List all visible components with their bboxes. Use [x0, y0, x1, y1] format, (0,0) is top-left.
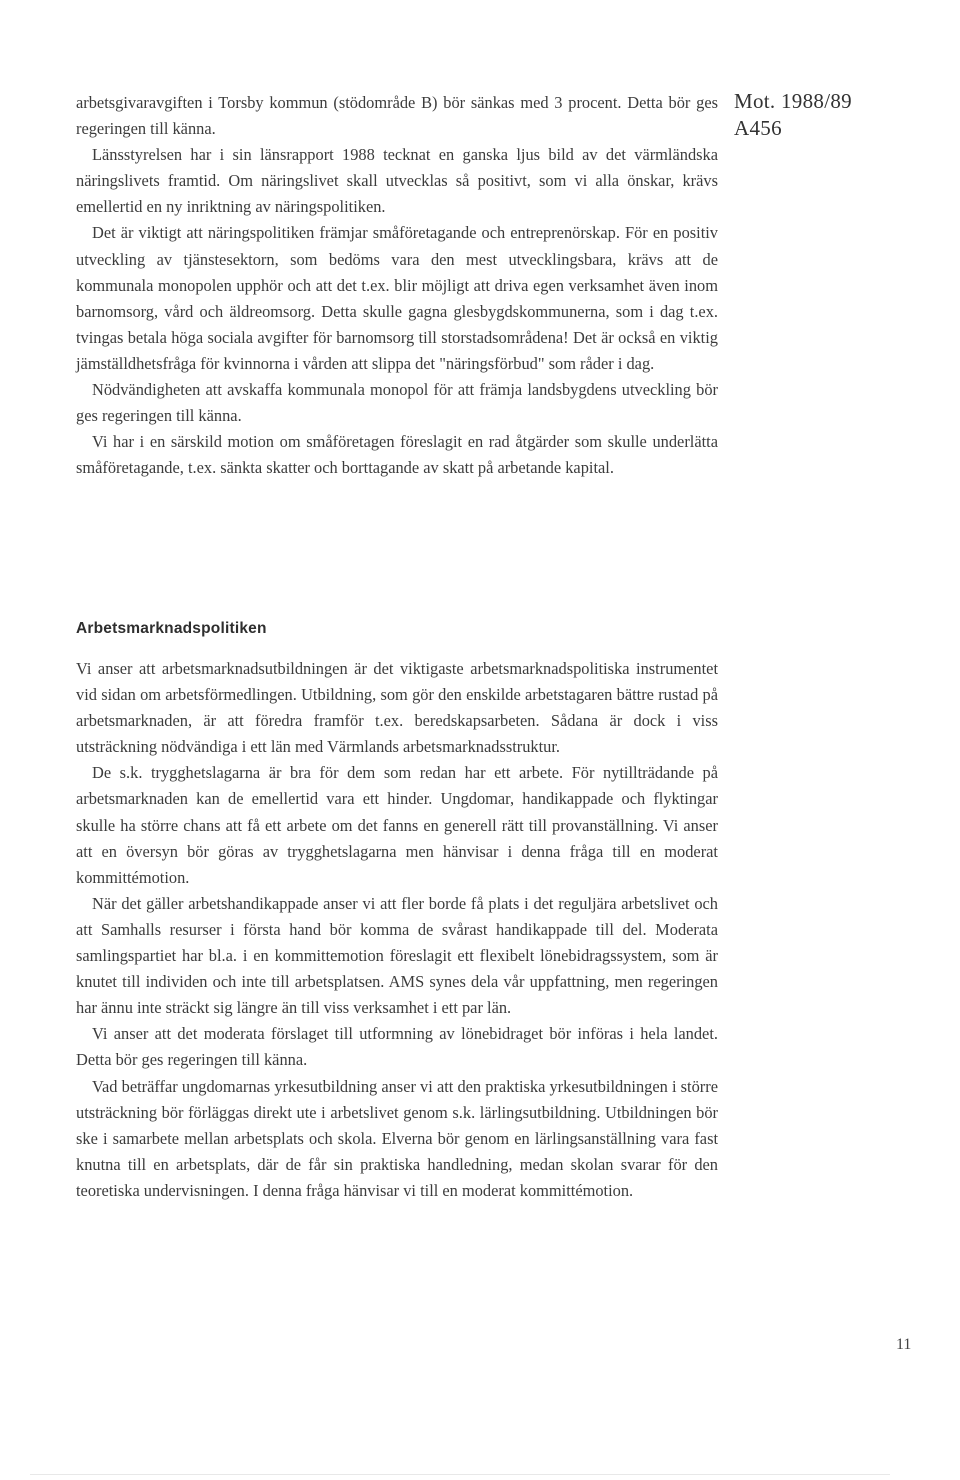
paragraph: Vi anser att arbetsmarknadsutbildningen är det viktigaste arbetsmarknadspolitiska instrumentet vid sidan om arbetsförmedlingen. Utbildning, som gör den enskilde arbetstagaren bättre rustad på arbetsmarknaden, är att föredra framför t.ex. beredskapsarbeten. Sådana är dock i viss utsträckning nödvändiga i ett län med Värmlands arbetsmarknadsstruktur. [76, 659, 718, 757]
section-heading: Arbetsmarknadspolitiken [76, 620, 267, 637]
motion-number: Mot. 1988/89 [734, 89, 852, 113]
paragraph: Vi har i en särskild motion om småföretagen föreslagit en rad åtgärder som skulle underlätta småföretagande, t.ex. sänkta skatter och borttagande av skatt på arbetande kapital. [76, 432, 718, 478]
body-text-top [76, 90, 718, 481]
paragraph: Vi anser att det moderata förslaget till utformning av lönebidraget bör införas i hela landet. Detta bör ges regeringen till känna. [76, 1024, 718, 1070]
body-text-section [76, 656, 718, 1204]
motion-reference [734, 88, 914, 142]
paragraph: När det gäller arbetshandikappade anser vi att fler borde få plats i det reguljära arbetslivet och att Samhalls resurser i första hand bör komma de svårast handikappade till del. Moderata samlingspartiet har bl.a. i en kommittemotion föreslagit ett flexibelt lönebidragssystem, som är knutet till individen och inte till arbetsplatsen. AMS synes dela vår uppfattning, men regeringen har ännu inte sträckt sig längre än till viss verksamhet i ett par län. [76, 893, 718, 1018]
motion-code: A456 [734, 116, 782, 140]
paragraph: Det är viktigt att näringspolitiken främjar småföretagande och entreprenörskap. För en positiv utveckling av tjänstesektorn, som bedöms vara den mest utvecklingsbara, krävs att de kommunala monopolen upphör och att det t.ex. blir möjligt att driva egen verksamhet även inom barnomsorg, vård och äldreomsorg. Detta skulle gagna glesbygdskommunerna, som i dag t.ex. tvingas betala höga sociala avgifter för barnomsorg till storstadsområdena! Det är också en viktig jämställdhetsfråga för kvinnorna i vården att slippa det "näringsförbud" som råder i dag. [76, 223, 718, 373]
paragraph: Vad beträffar ungdomarnas yrkesutbildning anser vi att den praktiska yrkesutbildningen i större utsträckning bör förläggas direkt ute i arbetslivet genom s.k. lärlingsutbildning. Utbildningen bör ske i samarbete mellan arbetsplats och skola. Elverna bör genom en lärlingsanställning vara fast knutna till en arbetsplats, där de får sin praktiska handledning, medan skolan svarar för den teoretiska undervisningen. I denna fråga hänvisar vi till en moderat kommittémotion. [76, 1076, 718, 1200]
scan-edge-line [30, 1474, 890, 1475]
paragraph: De s.k. trygghetslagarna är bra för dem som redan har ett arbete. För nytillträdande på arbetsmarknaden kan de emellertid vara ett hinder. Ungdomar, handikappade och flyktingar skulle ha större chans att få ett arbete om det fanns en generell rätt till provanställning. Vi anser att en översyn bör göras av trygghetslagarna men hänvisar i denna fråga till en moderat kommittémotion. [76, 763, 718, 887]
paragraph: Länsstyrelsen har i sin länsrapport 1988 tecknat en ganska ljus bild av det värmländska näringslivets framtid. Om näringslivet skall utvecklas så positivt, som vi alla önskar, krävs emellertid en ny inriktning av näringspolitiken. [76, 145, 718, 217]
paragraph: Nödvändigheten att avskaffa kommunala monopol för att främja landsbygdens utveckling bör ges regeringen till känna. [76, 380, 718, 426]
page-number: 11 [896, 1336, 912, 1353]
paragraph: arbetsgivaravgiften i Torsby kommun (stödområde B) bör sänkas med 3 procent. Detta bör ges regeringen till känna. [76, 93, 718, 139]
